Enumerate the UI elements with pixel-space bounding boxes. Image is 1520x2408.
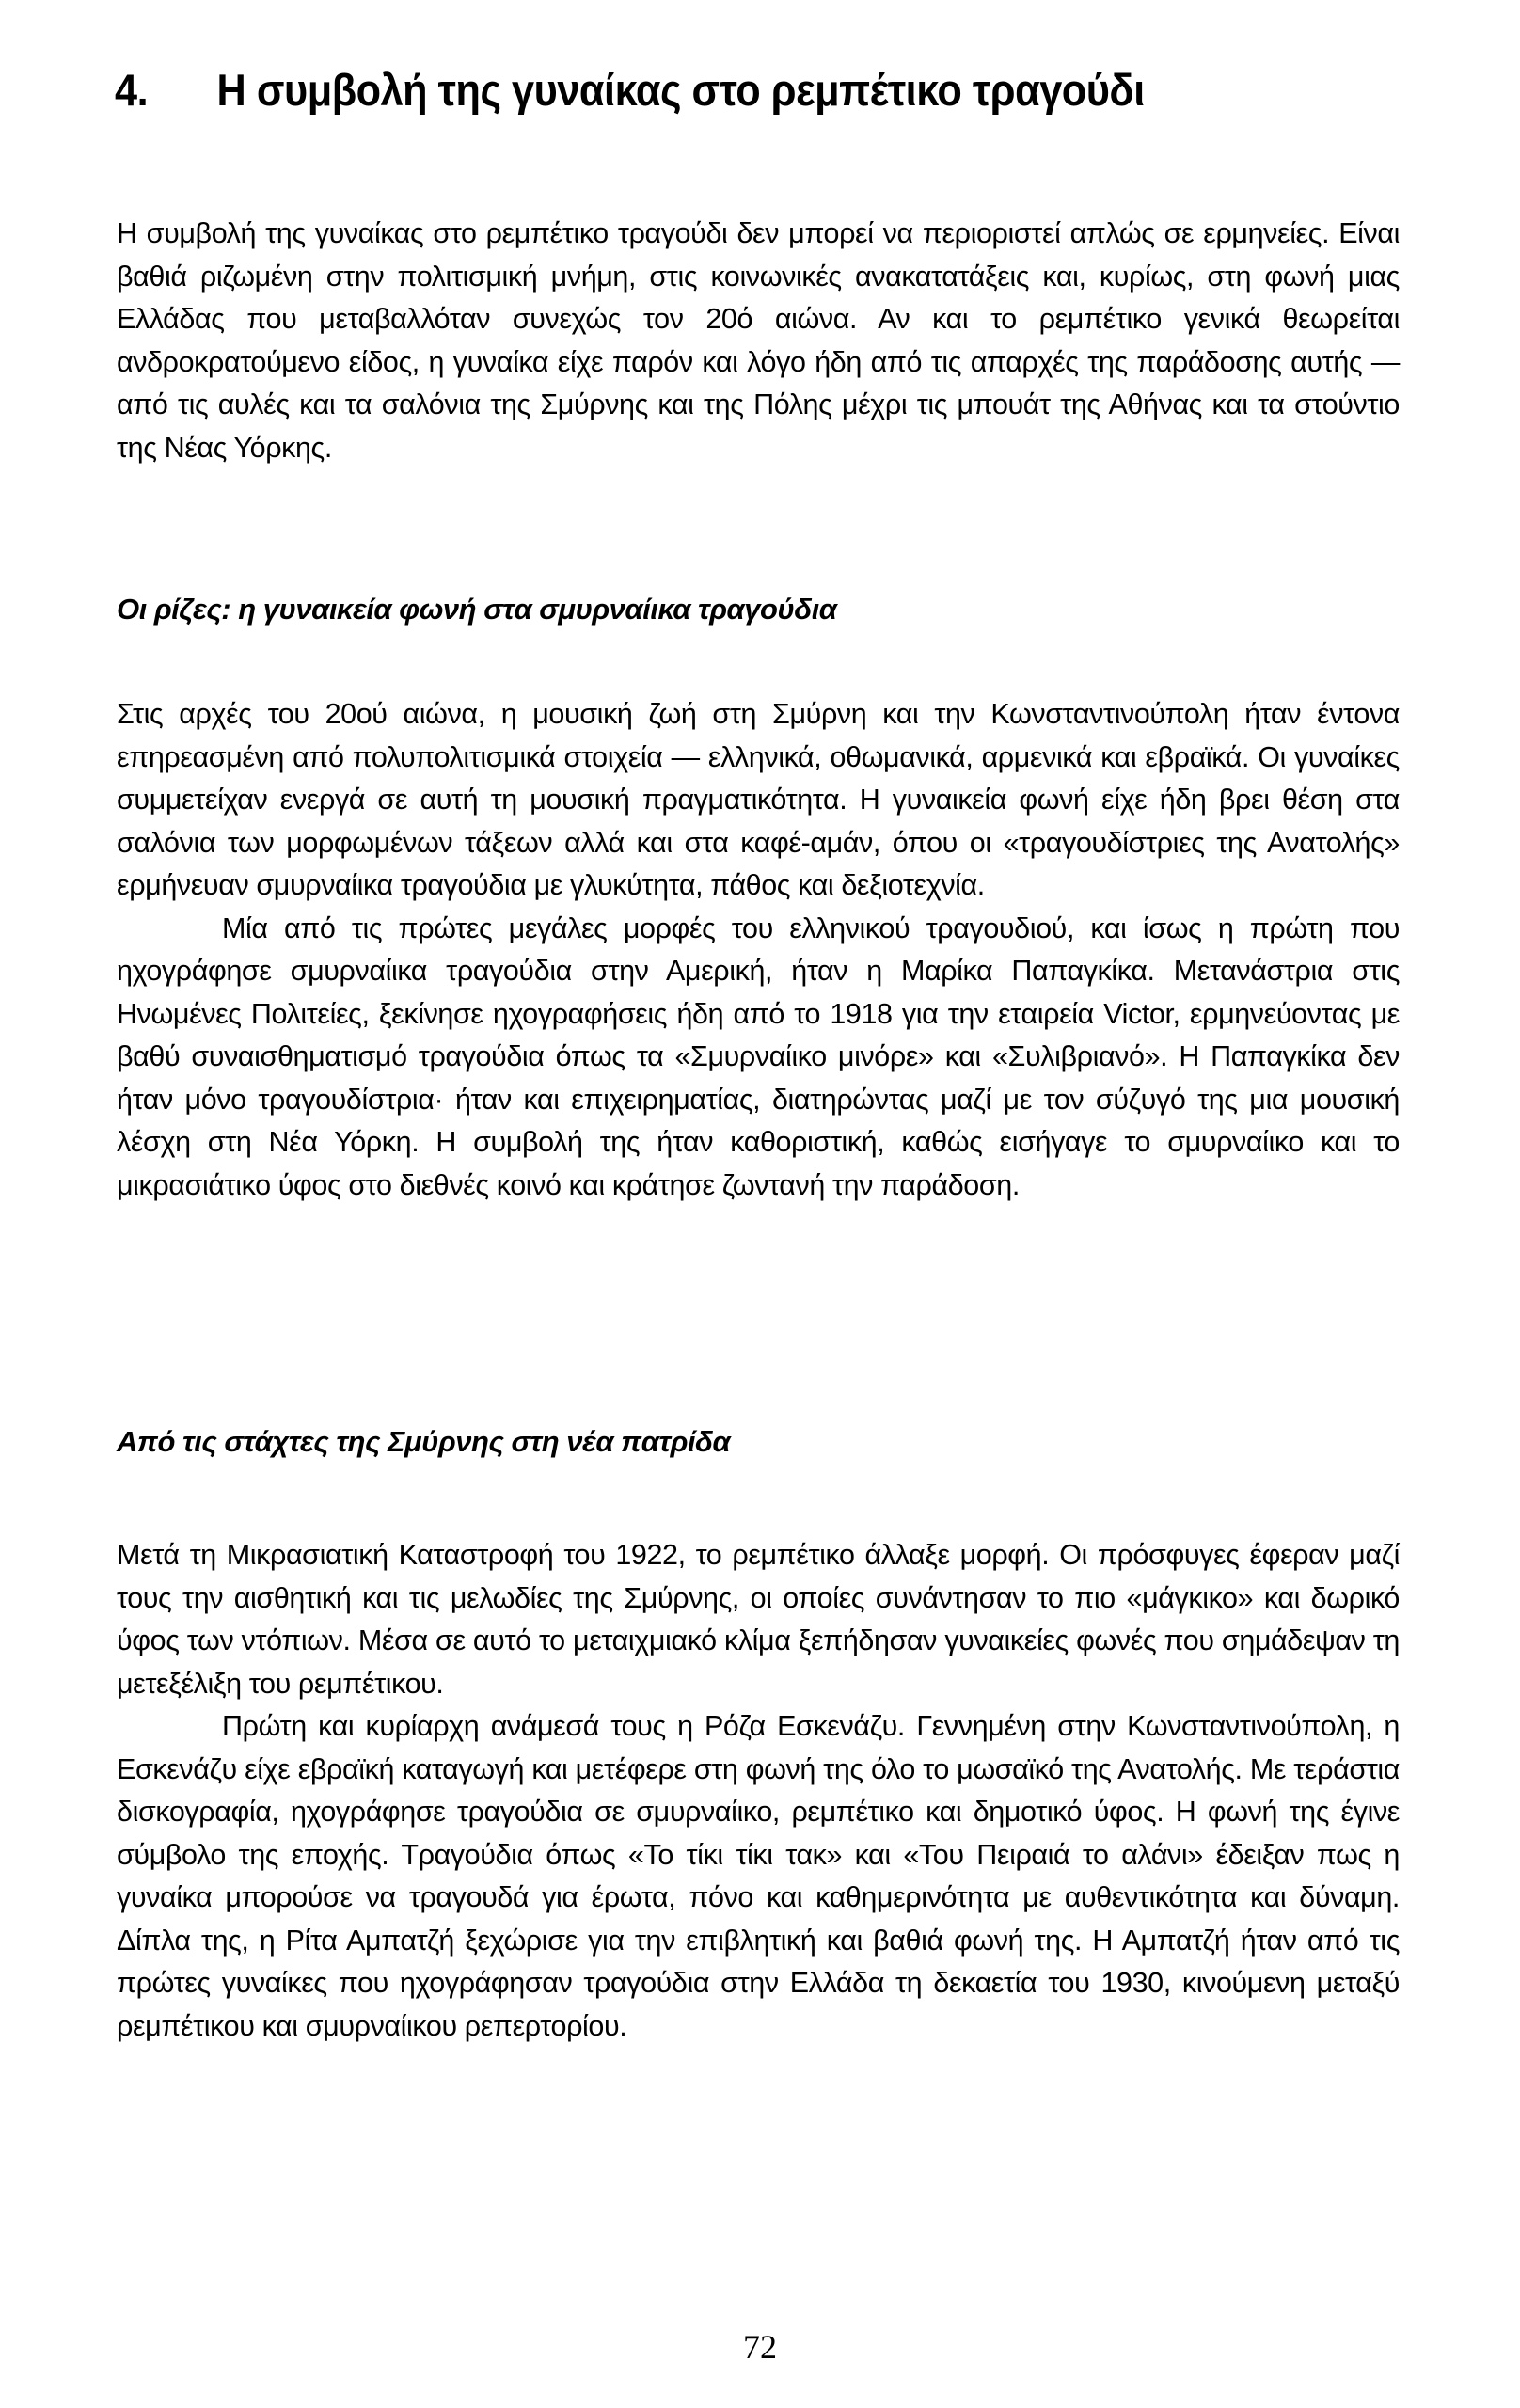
- section-heading-ashes: Από τις στάχτες της Σμύρνης στη νέα πατρίδα: [117, 1425, 731, 1458]
- intro-block: [117, 213, 1400, 469]
- chapter-title: [115, 64, 1145, 116]
- chapter-title-text: Η συμβολή της γυναίκας στο ρεμπέτικο τραγούδι: [216, 65, 1145, 115]
- chapter-number: 4.: [115, 65, 149, 115]
- body-paragraph: Πρώτη και κυρίαρχη ανάμεσά τους η Ρόζα Εσκενάζυ. Γεννημένη στην Κωνσταντινούπολη, η Εσκενάζυ είχε εβραϊκή καταγωγή και μετέφερε στη φωνή της όλο το μωσαϊκό της Ανατολής. Με τεράστια δισκογραφία, ηχογράφησε τραγούδια σε σμυρναίικο, ρεμπέτικο και δημοτικό ύφος. Η φωνή της έγινε σύμβολο της εποχής. Τραγούδια όπως «Το τίκι τίκι τακ» και «Του Πειραιά το αλάνι» έδειξαν πως η γυναίκα μπορούσε να τραγουδά για έρωτα, πόνο και καθημερινότητα με αυθεντικότητα και δύναμη. Δίπλα της, η Ρίτα Αμπατζή ξεχώρισε για την επιβλητική και βαθιά φωνή της. Η Αμπατζή ήταν από τις πρώτες γυναίκες που ηχογράφησαν τραγούδια στην Ελλάδα τη δεκαετία του 1930, κινούμενη μεταξύ ρεμπέτικου και σμυρναίικου ρεπερτορίου.: [117, 1710, 1400, 2042]
- section-ashes-body: [117, 1534, 1400, 2048]
- intro-paragraph: Η συμβολή της γυναίκας στο ρεμπέτικο τραγούδι δεν μπορεί να περιοριστεί απλώς σε ερμηνείες. Είναι βαθιά ριζωμένη στην πολιτισμική μνήμη, στις κοινωνικές ανακατατάξεις και, κυρίως, στη φωνή μιας Ελλάδας που μεταβαλλόταν συνεχώς τον 20ό αιώνα. Αν και το ρεμπέτικο γενικά θεωρείται ανδροκρατούμενο είδος, η γυναίκα είχε παρόν και λόγο ήδη από τις απαρχές της παράδοσης αυτής — από τις αυλές και τα σαλόνια της Σμύρνης και της Πόλης μέχρι τις μπουάτ της Αθήνας και τα στούντιο της Νέας Υόρκης.: [117, 217, 1400, 464]
- body-paragraph: Στις αρχές του 20ού αιώνα, η μουσική ζωή στη Σμύρνη και την Κωνσταντινούπολη ήταν έντονα επηρεασμένη από πολυπολιτισμικά στοιχεία — ελληνικά, οθωμανικά, αρμενικά και εβραϊκά. Οι γυναίκες συμμετείχαν ενεργά σε αυτή τη μουσική πραγματικότητα. Η γυναικεία φωνή είχε ήδη βρει θέση στα σαλόνια των μορφωμένων τάξεων αλλά και στα καφέ-αμάν, όπου οι «τραγουδίστριες της Ανατολής» ερμήνευαν σμυρναίικα τραγούδια με γλυκύτητα, πάθος και δεξιοτεχνία.: [117, 698, 1400, 901]
- section-heading-roots: Οι ρίζες: η γυναικεία φωνή στα σμυρναίικα τραγούδια: [117, 593, 837, 626]
- body-paragraph: Μετά τη Μικρασιατική Καταστροφή του 1922, το ρεμπέτικο άλλαξε μορφή. Οι πρόσφυγες έφεραν μαζί τους την αισθητική και τις μελωδίες της Σμύρνης, οι οποίες συνάντησαν το πιο «μάγκικο» και δωρικό ύφος των ντόπιων. Μέσα σε αυτό το μεταιχμιακό κλίμα ξεπήδησαν γυναικείες φωνές που σημάδεψαν τη μετεξέλιξη του ρεμπέτικου.: [117, 1539, 1400, 1700]
- page-number: 72: [743, 2328, 777, 2366]
- body-paragraph: Μία από τις πρώτες μεγάλες μορφές του ελληνικού τραγουδιού, και ίσως η πρώτη που ηχογράφησε σμυρναίικα τραγούδια στην Αμερική, ήταν η Μαρίκα Παπαγκίκα. Μετανάστρια στις Ηνωμένες Πολιτείες, ξεκίνησε ηχογραφήσεις ήδη από το 1918 για την εταιρεία Victor, ερμηνεύοντας με βαθύ συναισθηματισμό τραγούδια όπως τα «Σμυρναίικο μινόρε» και «Συλιβριανό». Η Παπαγκίκα δεν ήταν μόνο τραγουδίστρια· ήταν και επιχειρηματίας, διατηρώντας μαζί με τον σύζυγό της μια μουσική λέσχη στη Νέα Υόρκη. Η συμβολή της ήταν καθοριστική, καθώς εισήγαγε το σμυρναίικο και το μικρασιάτικο ύφος στο διεθνές κοινό και κράτησε ζωντανή την παράδοση.: [117, 911, 1400, 1201]
- section-roots-body: [117, 693, 1400, 1207]
